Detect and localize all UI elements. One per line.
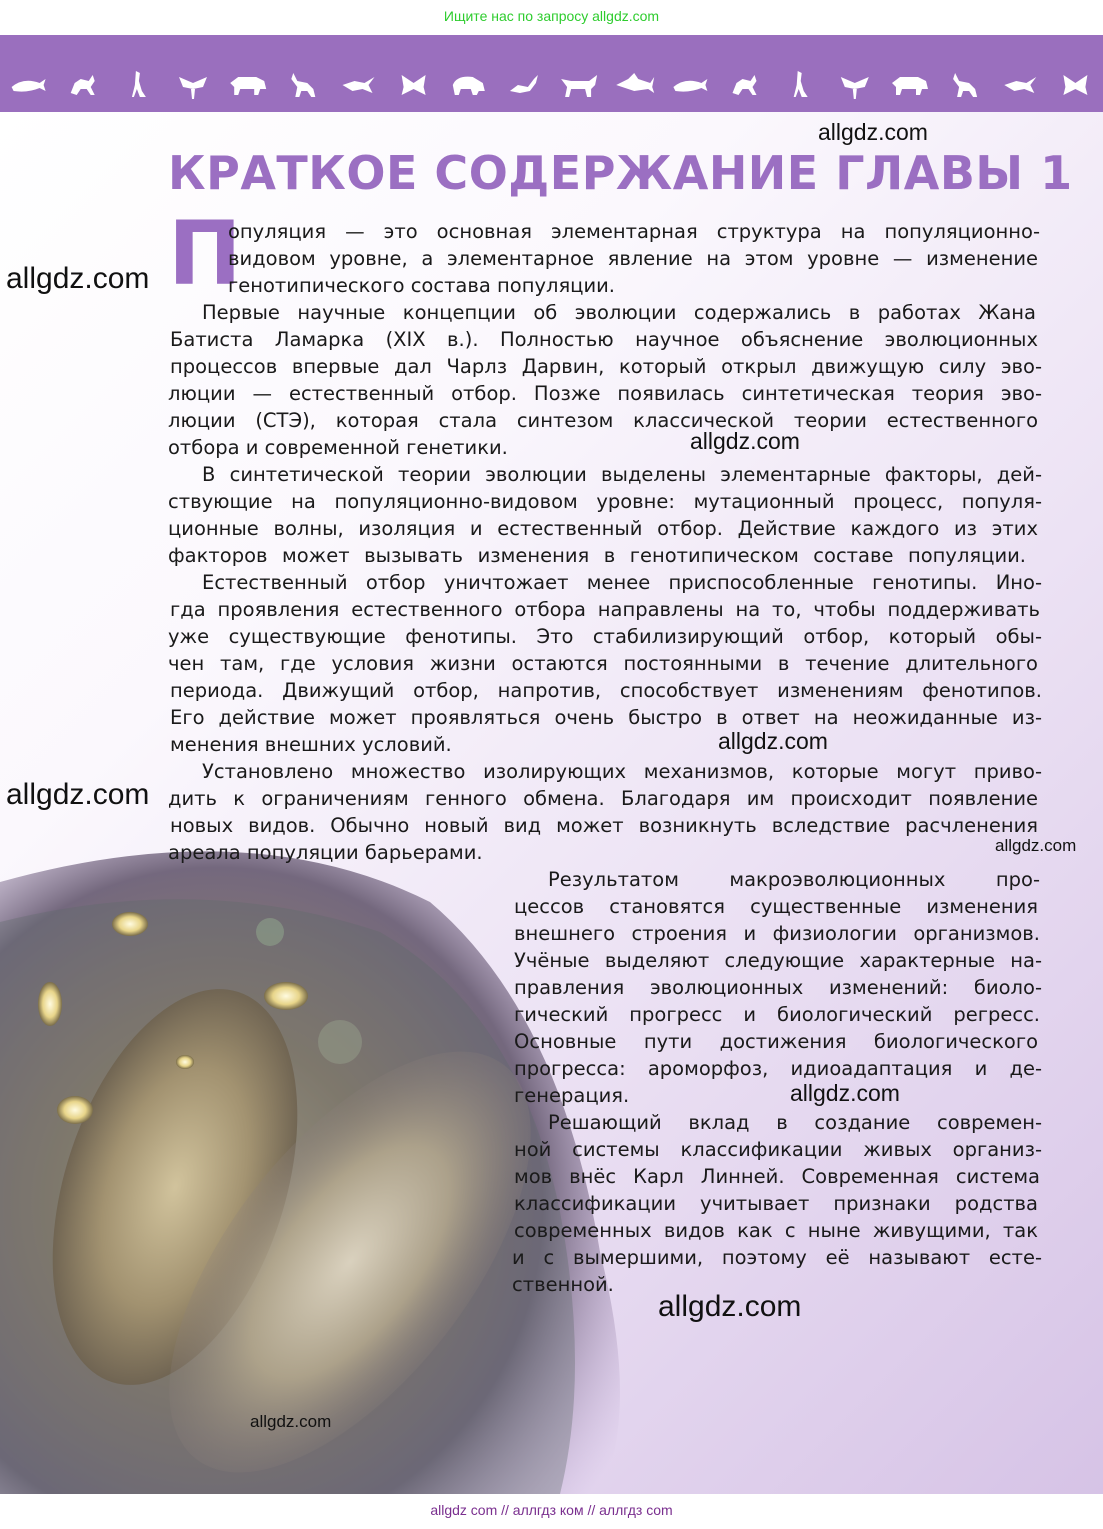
- insect-icon: [841, 77, 869, 99]
- text-line: ственной.: [512, 1273, 614, 1296]
- text-line: гда проявления естественного отбора направлены на то, чтобы поддерживать: [170, 598, 1040, 621]
- watermark: allgdz.com: [718, 728, 828, 754]
- text-line: ствующие на популяционно-видовом уровне: мутационный процесс, популя-: [168, 490, 1042, 513]
- text-line: прогресса: ароморфоз, идиоадаптация и де-: [514, 1057, 1042, 1080]
- text-line: правления эволюционных изменений: биоло-: [514, 976, 1042, 999]
- scorpion-icon: [510, 75, 538, 93]
- text-line: классификации учитывает признаки родства: [514, 1192, 1038, 1215]
- text-line: Первые научные концепции об эволюции содержались в работах Жана: [202, 301, 1036, 324]
- kangaroo-icon: [794, 71, 808, 97]
- bison-icon: [453, 77, 485, 95]
- text-line: Батиста Ламарка (XIX в.). Полностью научное объяснение эволюционных: [170, 328, 1038, 351]
- watermark: allgdz.com: [250, 1412, 332, 1431]
- text-line: дить к ограничениям генного обмена. Благодаря им происходит появление: [168, 787, 1038, 810]
- text-line: Естественный отбор уничтожает менее приспособленные генотипы. Ино-: [202, 571, 1042, 594]
- text-line: ционные волны, изоляция и естественный отбор. Действие каждого из этих: [168, 517, 1038, 540]
- shark-icon: [616, 73, 654, 93]
- ape-icon: [733, 75, 757, 95]
- text-line: В синтетической теории эволюции выделены элементарные факторы, дей-: [202, 463, 1042, 486]
- butterfly-icon: [1063, 75, 1087, 95]
- butterfly-icon: [402, 75, 426, 95]
- text-line: Результатом макроэволюционных про-: [548, 868, 1040, 891]
- text-line: Решающий вклад в создание современ-: [548, 1111, 1042, 1134]
- text-line: внешнего строения и физиологии организмов.: [514, 922, 1040, 945]
- watermark: allgdz.com: [818, 119, 928, 145]
- text-line: факторов может вызывать изменения в генотипическом составе популяции.: [168, 544, 1026, 567]
- text-line: гический прогресс и биологический регресс.: [514, 1003, 1040, 1026]
- watermark: allgdz.com: [690, 428, 800, 454]
- text-line: и с вымершими, поэтому её называют есте-: [512, 1246, 1042, 1269]
- text-line: мов внёс Карл Линней. Современная система: [514, 1165, 1040, 1188]
- text-line: опуляция — это основная элементарная структура на популяционно-: [228, 220, 1040, 243]
- text-line: генотипического состава популяции.: [228, 274, 616, 297]
- bird-icon: [1004, 77, 1036, 93]
- text-line: новых видов. Обычно новый вид может возникнуть вследствие расчленения: [170, 814, 1038, 837]
- chapter-summary-title: КРАТКОЕ СОДЕРЖАНИЕ ГЛАВЫ 1: [168, 146, 1073, 200]
- dolphin-icon: [12, 79, 46, 92]
- text-line: чен там, где условия жизни остаются постоянными в течение длительного: [168, 652, 1038, 675]
- watermark: allgdz.com: [6, 262, 150, 295]
- text-line: люции (СТЭ), которая стала синтезом классической теории естественного: [168, 409, 1038, 432]
- text-line: ной системы классификации живых организ-: [514, 1138, 1042, 1161]
- text-line: Установлено множество изолирующих механизмов, которые могут приво-: [202, 760, 1042, 783]
- animal-icons-row: [0, 35, 1103, 112]
- watermark: allgdz.com: [6, 778, 150, 811]
- watermark: allgdz.com: [790, 1080, 900, 1106]
- text-line: Основные пути достижения биологического: [514, 1030, 1038, 1053]
- ape-icon: [71, 75, 95, 95]
- text-line: отбора и современной генетики.: [168, 436, 508, 459]
- insect-icon: [179, 77, 207, 99]
- bird-icon: [343, 77, 375, 93]
- text-line: современных видов как с ныне живущими, так: [514, 1219, 1038, 1242]
- drop-cap-letter: П: [168, 202, 242, 305]
- text-line: процессов впервые дал Чарлз Дарвин, который открыл движущую силу эво-: [170, 355, 1042, 378]
- text-line: периода. Движущий отбор, напротив, способствует изменениям фенотипов.: [170, 679, 1042, 702]
- buffalo-icon: [230, 77, 266, 95]
- deer-icon: [953, 73, 977, 97]
- kangaroo-icon: [132, 71, 146, 97]
- search-banner: Ищите нас по запросу allgdz.com: [443, 8, 660, 24]
- animal-silhouette-band: [0, 35, 1103, 112]
- text-line: видовом уровне, а элементарное явление на этом уровне — изменение: [228, 247, 1038, 270]
- deer-icon: [291, 73, 315, 97]
- text-line: Учёные выделяют следующие характерные на-: [514, 949, 1042, 972]
- text-line: ареала популяции барьерами.: [168, 841, 483, 864]
- watermark: allgdz.com: [658, 1290, 802, 1323]
- text-line: Его действие может проявляться очень быстро в ответ на неожиданные из-: [170, 706, 1042, 729]
- text-line: цессов становятся существенные изменения: [514, 895, 1038, 918]
- dolphin-icon: [673, 79, 707, 92]
- text-line: генерация.: [514, 1084, 630, 1107]
- text-line: люции — естественный отбор. Позже появилась синтетическая теория эво-: [168, 382, 1042, 405]
- buffalo-icon: [892, 77, 928, 95]
- horse-icon: [561, 75, 597, 97]
- footer-watermark: allgdz com // аллгдз ком // аллгдз com: [0, 1494, 1103, 1529]
- text-line: менения внешних условий.: [170, 733, 452, 756]
- watermark: allgdz.com: [995, 836, 1077, 855]
- text-line: уже существующие фенотипы. Это стабилизирующий отбор, который обы-: [168, 625, 1042, 648]
